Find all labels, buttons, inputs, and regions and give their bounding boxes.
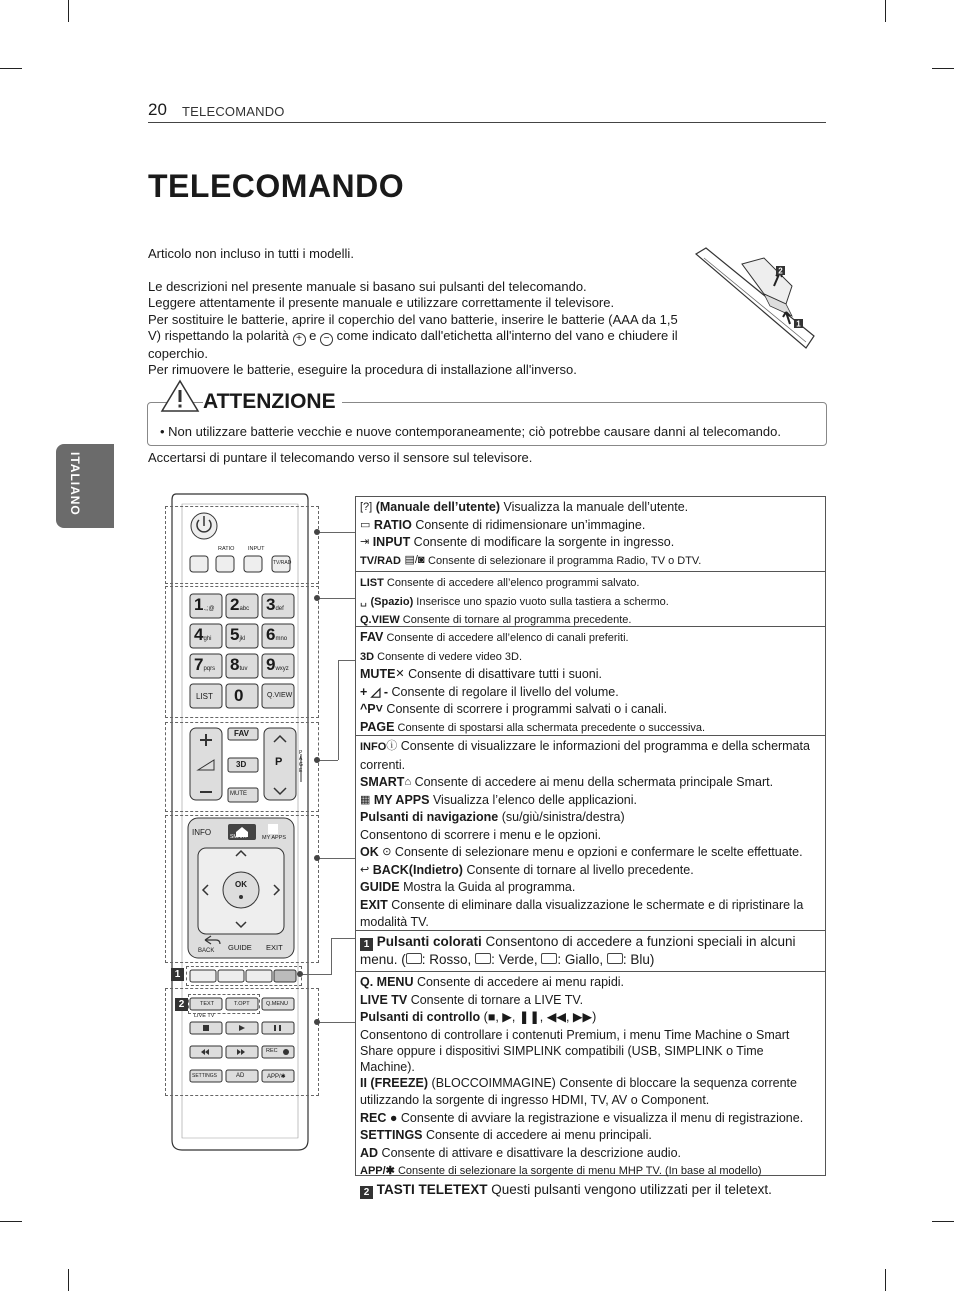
battery-cover-illustration xyxy=(694,246,824,356)
connector-line xyxy=(300,974,331,975)
remote-3d-label: 3D xyxy=(236,760,247,769)
battery-step-1: 1 xyxy=(796,319,801,329)
highlight-navigation xyxy=(165,815,319,963)
remote-rec-label: REC xyxy=(266,1048,278,1054)
remote-ok-label: OK xyxy=(235,880,247,889)
mute-icon: ✕ xyxy=(395,668,405,680)
section-header: TELECOMANDO xyxy=(182,104,285,119)
intro-p2b: Leggere attentamente il presente manuale e utilizzare correttamente il televisore. xyxy=(148,295,615,311)
crop-mark xyxy=(885,0,886,22)
highlight-number-pad xyxy=(165,586,319,718)
remote-key-6: 6mno xyxy=(266,625,288,644)
highlight-color-keys xyxy=(186,966,302,986)
home-icon: ⌂ xyxy=(404,776,412,789)
remote-app-label: APP/✱ xyxy=(267,1074,286,1080)
remote-key-4: 4ghi xyxy=(194,625,212,644)
connector-line xyxy=(331,938,355,939)
page-number: 20 xyxy=(148,100,167,119)
connector-dot xyxy=(314,757,320,763)
ok-dot-icon: ⊙ xyxy=(382,846,392,859)
connector-dot xyxy=(314,595,320,601)
remote-key-7: 7pqrs xyxy=(194,655,216,674)
ratio-icon: ▭ xyxy=(360,518,371,531)
remote-key-2: 2abc xyxy=(230,595,250,614)
desc-cell-top-buttons: [?] (Manuale dell’utente) Visualizza la manuale dell’utente. ▭ RATIO Consente di ridimensionare un’immagine. ⇥ INPUT Consente di modificare la sorgente in ingresso. TV/RAD ▤/◙ Consente di selezionare il programma Radio, TV o DTV. xyxy=(355,496,826,571)
crop-mark xyxy=(885,1269,886,1291)
intro-p1: Articolo non incluso in tutti i modelli. xyxy=(148,246,354,261)
warning-icon xyxy=(160,378,200,414)
tv-radio-icon: ▤/◙ xyxy=(404,553,425,566)
tag-2-icon: 2 xyxy=(175,998,188,1011)
desc-cell-control-keys: Q. MENU Consente di accedere ai menu rapidi. LIVE TV Consente di tornare a LIVE TV. Pulsanti di controllo (■, ▶, ❚❚, ◀◀, ▶▶) Consentono di controllare i contenuti Premium, i menu Time Machine o Smart Share oppure i dispositivi SIMPLINK compatibili (USB, SIMPLINK o Time Machine). II (FREEZE) (BLOCCOIMMAGINE) Consente di bloccare la sequenza corrente utilizzando la sorgente di ingresso HDMI, TV, AV o Component. REC ● Consente di avviare la registrazione e visualizza il menu di registrazione. SETTINGS Consente di accedere ai menu principali. AD Consente di attivare e disattivare la descrizione audio. APP/✱ Consente di selezionare la sorgente di menu MHP TV. (In base al modello) 2 TASTI TELETEXT Questi pulsanti vengono utilizzati per il teletext. xyxy=(355,971,826,1176)
header-rule xyxy=(148,122,826,123)
tag-1-icon: 1 xyxy=(171,968,184,981)
button-description-table xyxy=(355,496,826,1198)
red-key-icon xyxy=(406,953,422,964)
back-icon: ↩ xyxy=(360,863,370,876)
intro-text xyxy=(148,246,693,378)
remote-key-8: 8tuv xyxy=(230,655,248,674)
remote-text-label: TEXT xyxy=(200,1001,215,1007)
remote-settings-label: SETTINGS xyxy=(192,1073,218,1079)
remote-ratio-label: RATIO xyxy=(218,546,235,552)
language-tab-label: ITALIANO xyxy=(68,452,82,516)
battery-step-2: 2 xyxy=(778,266,783,276)
warning-title: ATTENZIONE xyxy=(203,390,342,414)
remote-tvrad-label: TV/RAD xyxy=(273,560,292,566)
desc-cell-navigation: INFOⓘ Consente di visualizzare le informazioni del programma e della schermata correnti. SMART⌂ Consente di accedere ai menu della schermata principale Smart. ▦ MY APPS Visualizza l’elenco delle applicazioni. Pulsanti di navigazione (su/giù/sinistra/destra) Consentono di scorrere i menu e le opzioni. OK ⊙ Consente di selezionare menu e opzioni e confermare le scelte effettuate. ↩ BACK(Indietro) Consente di tornare al livello precedente. GUIDE Mostra la Guida al programma. EXIT Consente di eliminare dalla visualizzazione le schermate e di ripristinare la modalità TV. xyxy=(355,735,826,930)
connector-line xyxy=(317,760,338,761)
connector-line xyxy=(317,858,355,859)
remote-key-3: 3def xyxy=(266,595,284,614)
connector-dot xyxy=(314,529,320,535)
connector-dot xyxy=(314,1019,320,1025)
remote-key-5: 5jkl xyxy=(230,625,246,644)
plus-icon: + xyxy=(293,333,306,346)
connector-line xyxy=(317,598,355,599)
space-icon: ␣ xyxy=(360,594,367,607)
desc-cell-volume-program: FAV Consente di accedere all’elenco di canali preferiti. 3D Consente di vedere video 3D. MUTE✕ Consente di disattivare tutti i suoni. + ◿ - Consente di regolare il livello del volume. ^P˅ Consente di scorrere i programmi salvati o i canali. PAGE Consente di spostarsi alla schermata precedente o successiva. xyxy=(355,626,826,735)
minus-icon: − xyxy=(320,333,333,346)
warning-item: • Non utilizzare batterie vecchie e nuove contemporaneamente; ciò potrebbe causare danni al telecomando. xyxy=(160,424,781,439)
crop-mark xyxy=(68,1269,69,1291)
remote-input-label: INPUT xyxy=(248,546,265,552)
intro-p2c: Per sostituire le batterie, aprire il coperchio del vano batterie, inserire le batterie (AAA da 1,5 V) rispettando la polarità + e − come indicato dall'etichetta all'interno del vano e chiudere il coperchio. xyxy=(148,311,678,361)
remote-key-9: 9wxyz xyxy=(266,655,289,674)
num-2-icon: 2 xyxy=(360,1186,373,1199)
connector-line xyxy=(338,660,339,760)
crop-mark xyxy=(0,68,22,69)
language-tab xyxy=(56,444,114,528)
remote-ad-label: AD xyxy=(236,1073,245,1079)
connector-dot xyxy=(297,971,303,977)
remote-list-label: LIST xyxy=(196,692,213,701)
desc-cell-color-keys: 1 Pulsanti colorati Consentono di accedere a funzioni speciali in alcuni menu. ( : Rosso, : Verde, : Giallo, : Blu) xyxy=(355,930,826,971)
highlight-volume-program xyxy=(165,722,319,812)
connector-line xyxy=(317,532,355,533)
remote-back-label: BACK xyxy=(198,948,215,954)
connector-line xyxy=(338,660,355,661)
remote-qmenu-label: Q.MENU xyxy=(266,1001,288,1007)
remote-exit-label: EXIT xyxy=(266,943,283,952)
num-1-icon: 1 xyxy=(360,938,373,951)
intro-p2d: Per rimuovere le batterie, eseguire la procedura di installazione all'inverso. xyxy=(148,362,577,378)
remote-qview-label: Q.VIEW xyxy=(267,692,293,699)
remote-p-label: P xyxy=(275,756,283,768)
page-title: TELECOMANDO xyxy=(148,168,405,204)
intro-p2a: Le descrizioni nel presente manuale si basano sui pulsanti del telecomando. xyxy=(148,279,587,295)
green-key-icon xyxy=(475,953,491,964)
crop-mark xyxy=(932,1221,954,1222)
crop-mark xyxy=(0,1221,22,1222)
blue-key-icon xyxy=(607,953,623,964)
remote-myapps-label: MY APPS xyxy=(262,835,287,841)
remote-page-label: PAGE xyxy=(299,750,303,774)
remote-info-label: INFO xyxy=(192,828,212,837)
yellow-key-icon xyxy=(541,953,557,964)
input-icon: ⇥ xyxy=(360,536,370,549)
highlight-teletext-keys xyxy=(188,994,260,1014)
remote-smart-label: SMART xyxy=(230,834,248,840)
desc-cell-number-pad: LIST Consente di accedere all’elenco programmi salvato. ␣ (Spazio) Inserisce uno spazio vuoto sulla tastiera a schermo. Q.VIEW Consente di tornare al programma precedente. xyxy=(355,571,826,626)
crop-mark xyxy=(68,0,69,22)
help-icon: [?] xyxy=(360,501,373,513)
connector-line xyxy=(331,938,332,975)
connector-dot xyxy=(314,855,320,861)
apps-grid-icon: ▦ xyxy=(360,793,371,806)
remote-fav-label: FAV xyxy=(234,729,249,738)
crop-mark xyxy=(932,68,954,69)
highlight-top-buttons xyxy=(165,506,319,584)
remote-key-1: 1.,;@ xyxy=(194,595,215,614)
aim-instruction: Accertarsi di puntare il telecomando verso il sensore sul televisore. xyxy=(148,450,533,465)
remote-zero-label: 0 xyxy=(234,686,244,705)
remote-topt-label: T.OPT xyxy=(234,1001,250,1007)
remote-livetv-label: LIVE TV xyxy=(194,1013,215,1019)
connector-line xyxy=(317,1022,355,1023)
info-icon: ⓘ xyxy=(386,740,398,752)
remote-mute-label: MUTE xyxy=(230,791,247,797)
remote-guide-label: GUIDE xyxy=(228,943,252,952)
